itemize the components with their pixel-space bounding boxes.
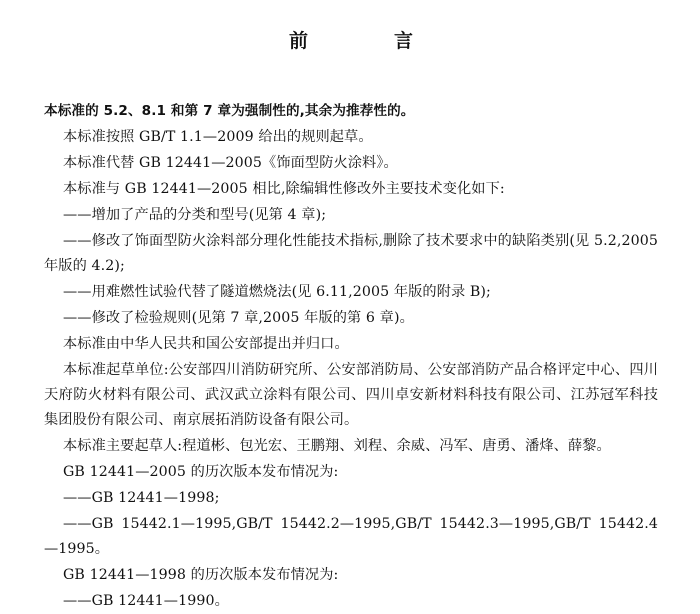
- list-item-version-1998: ——GB 12441—1998;: [63, 490, 220, 506]
- paragraph-replaces-standard: 本标准代替 GB 12441—2005《饰面型防火涂料》。: [63, 155, 398, 171]
- document-body: [44, 99, 658, 614]
- list-item-version-1990: ——GB 12441—1990。: [63, 593, 229, 609]
- paragraph-main-drafters: 本标准主要起草人:程道彬、包光宏、王鹏翔、刘程、余威、冯军、唐勇、潘烽、薛黎。: [63, 438, 611, 454]
- list-item-change-1: ——增加了产品的分类和型号(见第 4 章);: [63, 207, 327, 223]
- paragraph-changes-intro: 本标准与 GB 12441—2005 相比,除编辑性修改外主要技术变化如下:: [63, 181, 505, 197]
- list-item-version-15442: ——GB 15442.1—1995,GB/T 15442.2—1995,GB/T 15442.3—1995,GB/T 15442.4—1995。: [44, 516, 658, 557]
- list-item-change-3: ——用难燃性试验代替了隧道燃烧法(见 6.11,2005 年版的附录 B);: [63, 284, 491, 300]
- page-title: 前 言: [288, 30, 429, 52]
- paragraph-previous-versions-1998: GB 12441—1998 的历次版本发布情况为:: [63, 567, 339, 583]
- paragraph-drafting-rules: 本标准按照 GB/T 1.1—2009 给出的规则起草。: [63, 129, 373, 145]
- paragraph-mandatory-clause: 本标准的 5.2、8.1 和第 7 章为强制性的,其余为推荐性的。: [44, 103, 415, 119]
- list-item-change-4: ——修改了检验规则(见第 7 章,2005 年版的第 6 章)。: [63, 310, 414, 326]
- paragraph-drafting-organizations: 本标准起草单位:公安部四川消防研究所、公安部消防局、公安部消防产品合格评定中心、四川天府防火材料有限公司、武汉武立涂料有限公司、四川卓安新材料科技有限公司、江苏冠军科技集团股份有限公司、南京展拓消防设备有限公司。: [44, 362, 658, 428]
- list-item-change-2: ——修改了饰面型防火涂料部分理化性能技术指标,删除了技术要求中的缺陷类别(见 5.2,2005 年版的 4.2);: [44, 233, 658, 274]
- paragraph-previous-versions-2005: GB 12441—2005 的历次版本发布情况为:: [63, 464, 339, 480]
- paragraph-proposing-authority: 本标准由中华人民共和国公安部提出并归口。: [63, 336, 349, 352]
